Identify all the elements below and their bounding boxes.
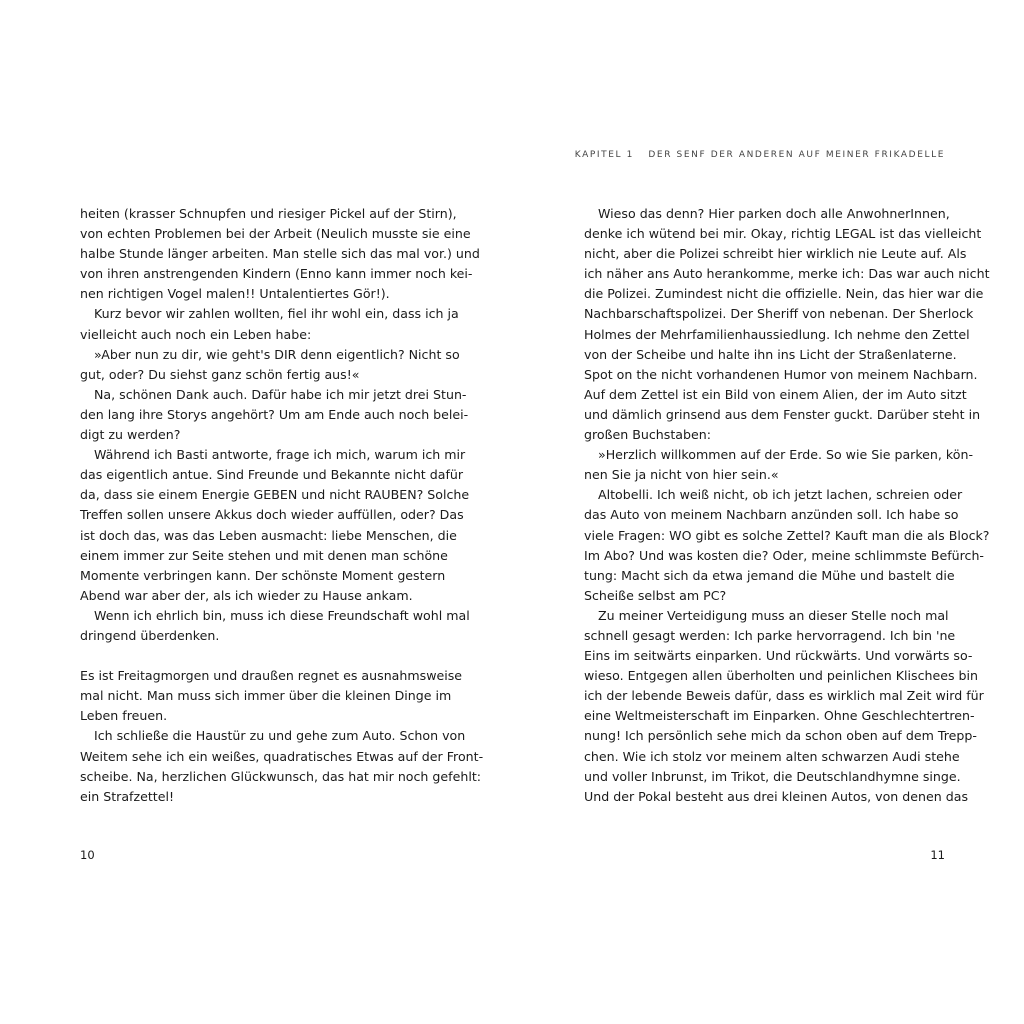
text-line: heiten (krasser Schnupfen und riesiger Pickel auf der Stirn),: [80, 206, 457, 221]
running-head-title: DER SENF DER ANDEREN AUF MEINER FRIKADELLE: [648, 150, 945, 160]
text-line: Leben freuen.: [80, 708, 168, 724]
text-line: ich der lebende Beweis dafür, dass es wirklich mal Zeit wird für: [584, 688, 984, 704]
text-line: Abend war aber der, als ich wieder zu Hause ankam.: [80, 587, 413, 603]
text-line: ich näher ans Auto herankomme, merke ich: Das war auch nicht: [584, 266, 990, 282]
text-line: eine Weltmeisterschaft im Einparken. Ohne Geschlechtertren-: [584, 708, 975, 724]
text-line: ist doch das, was das Leben ausmacht: liebe Menschen, die: [80, 527, 457, 543]
text-line: Auf dem Zettel ist ein Bild von einem Alien, der im Auto sitzt: [584, 386, 967, 402]
text-line: digt zu werden?: [80, 427, 181, 443]
text-line: und dämlich grinsend aus dem Fenster guckt. Darüber steht in: [584, 406, 981, 422]
text-line: nung! Ich persönlich sehe mich da schon oben auf dem Trepp-: [584, 728, 977, 744]
text-line: da, dass sie einem Energie GEBEN und nicht RAUBEN? Solche: [80, 487, 470, 503]
text-line: Und der Pokal besteht aus drei kleinen Autos, von denen das: [584, 788, 969, 804]
text-line: Wieso das denn? Hier parken doch alle AnwohnerInnen,: [598, 206, 950, 221]
text-line: scheibe. Na, herzlichen Glückwunsch, das hat mir noch gefehlt:: [80, 768, 482, 784]
text-line: Momente verbringen kann. Der schönste Moment gestern: [80, 567, 446, 583]
running-head: [575, 150, 945, 160]
text-line: wieso. Entgegen allen überholten und peinlichen Klischees bin: [584, 668, 979, 684]
text-line: chen. Wie ich stolz vor meinem alten schwarzen Audi stehe: [584, 748, 960, 764]
text-line: Na, schönen Dank auch. Dafür habe ich mir jetzt drei Stun-: [94, 386, 467, 402]
text-line: das Auto von meinem Nachbarn anzünden soll. Ich habe so: [584, 507, 959, 523]
text-line: und voller Inbrunst, im Trikot, die Deutschlandhymne singe.: [584, 768, 961, 784]
text-line: Altobelli. Ich weiß nicht, ob ich jetzt lachen, schreien oder: [598, 487, 963, 503]
left-page-number: 10: [80, 848, 95, 862]
text-line: Spot on the nicht vorhandenen Humor von meinem Nachbarn.: [584, 366, 978, 382]
text-line: Holmes der Mehrfamilienhaussiedlung. Ich nehme den Zettel: [584, 326, 970, 342]
text-line: nen Sie ja nicht von hier sein.«: [584, 467, 779, 483]
text-line: großen Buchstaben:: [584, 427, 711, 443]
text-line: denke ich wütend bei mir. Okay, richtig LEGAL ist das vielleicht: [584, 226, 982, 242]
text-line: Eins im seitwärts einparken. Und rückwärts. Und vorwärts so-: [584, 648, 973, 664]
text-line: Wenn ich ehrlich bin, muss ich diese Freundschaft wohl mal: [94, 607, 470, 623]
text-line: die Polizei. Zumindest nicht die offizielle. Nein, das hier war die: [584, 286, 984, 302]
text-line: [80, 646, 441, 666]
text-line: von der Scheibe und halte ihn ins Licht der Straßenlaterne.: [584, 346, 957, 362]
right-page-body: [584, 204, 990, 807]
text-line: vielleicht auch noch ein Leben habe:: [80, 326, 312, 342]
text-line: mal nicht. Man muss sich immer über die kleinen Dinge im: [80, 688, 452, 704]
text-line: einem immer zur Seite stehen und mit denen man schöne: [80, 547, 448, 563]
text-line: Im Abo? Und was kosten die? Oder, meine schlimmste Befürch-: [584, 547, 984, 563]
text-line: den lang ihre Storys angehört? Um am Ende auch noch belei-: [80, 406, 469, 422]
text-line: Es ist Freitagmorgen und draußen regnet es ausnahmsweise: [80, 668, 463, 684]
text-line: viele Fragen: WO gibt es solche Zettel? Kauft man die als Block?: [584, 527, 990, 543]
text-line: »Herzlich willkommen auf der Erde. So wie Sie parken, kön-: [598, 447, 973, 463]
text-line: halbe Stunde länger arbeiten. Man stelle sich das mal vor.) und: [80, 246, 480, 262]
left-page-body: [80, 204, 484, 807]
text-line: Ich schließe die Haustür zu und gehe zum Auto. Schon von: [94, 728, 466, 744]
text-line: von ihren anstrengenden Kindern (Enno kann immer noch kei-: [80, 266, 473, 282]
text-line: Scheiße selbst am PC?: [584, 587, 727, 603]
text-line: von echten Problemen bei der Arbeit (Neulich musste sie eine: [80, 226, 471, 242]
text-line: Weitem sehe ich ein weißes, quadratisches Etwas auf der Front-: [80, 748, 484, 764]
text-line: »Aber nun zu dir, wie geht's DIR denn eigentlich? Nicht so: [94, 346, 460, 362]
text-line: dringend überdenken.: [80, 627, 220, 643]
text-line: Während ich Basti antworte, frage ich mich, warum ich mir: [94, 447, 466, 463]
right-page: [512, 0, 1024, 1024]
text-line: Zu meiner Verteidigung muss an dieser Stelle noch mal: [598, 607, 949, 623]
text-line: schnell gesagt werden: Ich parke hervorragend. Ich bin 'ne: [584, 627, 956, 643]
text-line: Treffen sollen unsere Akkus doch wieder auffüllen, oder? Das: [80, 507, 464, 523]
text-line: ein Strafzettel!: [80, 788, 175, 804]
running-head-chapter: KAPITEL 1: [574, 150, 634, 160]
text-line: nicht, aber die Polizei schreibt hier wirklich nie Leute auf. Als: [584, 246, 967, 262]
text-line: nen richtigen Vogel malen!! Untalentiertes Gör!).: [80, 286, 390, 302]
text-line: gut, oder? Du siehst ganz schön fertig aus!«: [80, 366, 360, 382]
text-line: das eigentlich antue. Sind Freunde und Bekannte nicht dafür: [80, 467, 464, 483]
text-line: Kurz bevor wir zahlen wollten, fiel ihr wohl ein, dass ich ja: [94, 306, 459, 322]
right-page-number: 11: [930, 848, 945, 862]
text-line: Nachbarschaftspolizei. Der Sheriff von nebenan. Der Sherlock: [584, 306, 974, 322]
text-line: tung: Macht sich da etwa jemand die Mühe und bastelt die: [584, 567, 955, 583]
